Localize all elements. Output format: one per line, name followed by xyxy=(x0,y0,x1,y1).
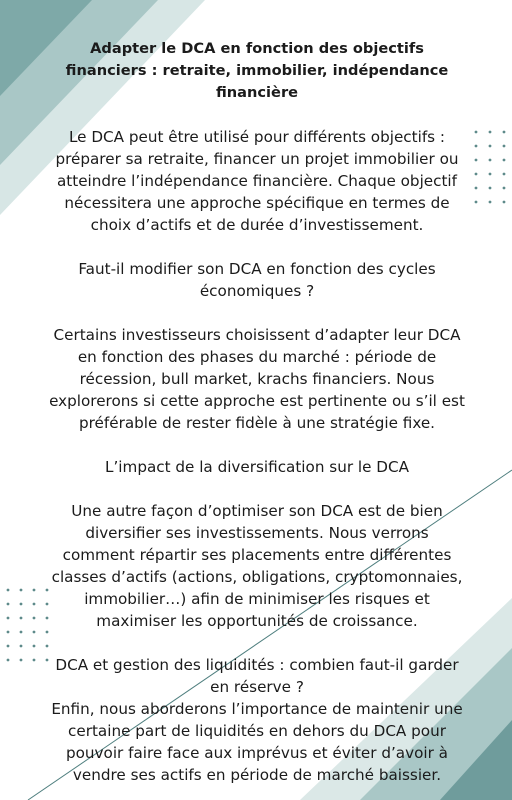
paragraph-intro: Le DCA peut être utilisé pour différents objectifs : préparer sa retraite, financer un projet immobilier ou atteindre l’indépendance financière. Chaque objectif nécessitera une approche spécifique en termes de choix d’actifs et de durée d’investissement. xyxy=(55,128,459,234)
dot-grid-right xyxy=(475,131,506,204)
heading-diversification: L’impact de la diversification sur le DCA xyxy=(105,458,409,476)
paragraph-market-phases: Certains investisseurs choisissent d’adapter leur DCA en fonction des phases du marché : période de récession, bull market, krachs financiers. Nous explorerons si cette approche est pertinente ou s’il est préférable de rester fidèle à une stratégie fixe. xyxy=(49,326,465,432)
document-body xyxy=(48,38,466,786)
paragraph-diversification: Une autre façon d’optimiser son DCA est de bien diversifier ses investissements. Nous verrons comment répartir ses placements entre différentes classes d’actifs (actions, obligations, cryptomonnaies, immobilier…) afin de minimiser les risques et maximiser les opportunités de croissance. xyxy=(51,502,463,630)
dot-grid-left xyxy=(7,589,49,662)
heading-liquidity: DCA et gestion des liquidités : combien faut-il garder en réserve ? xyxy=(55,656,459,696)
heading-economic-cycles: Faut-il modifier son DCA en fonction des cycles économiques ? xyxy=(78,260,436,300)
document-title: Adapter le DCA en fonction des objectifs financiers : retraite, immobilier, indépendance financière xyxy=(65,40,449,101)
paragraph-liquidity: Enfin, nous aborderons l’importance de maintenir une certaine part de liquidités en dehors du DCA pour pouvoir faire face aux imprévus et éviter d’avoir à vendre ses actifs en période de marché baissier. xyxy=(51,700,463,784)
